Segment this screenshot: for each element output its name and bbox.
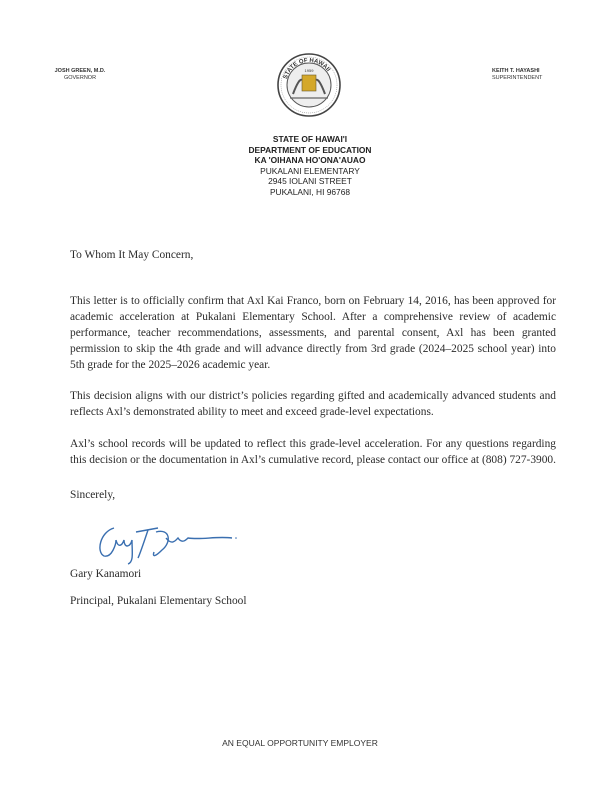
paragraph-policy: This decision aligns with our district’s policies regarding gifted and academically advanced students and reflects Axl’s demonstrated ability to meet and exceed grade-level expectations.	[70, 390, 556, 418]
agency-address-block	[180, 134, 440, 197]
svg-text:STATE OF HAWAII: STATE OF HAWAII	[282, 57, 331, 80]
governor-block	[50, 68, 110, 82]
closing: Sincerely,	[70, 489, 116, 501]
agency-line-hawaiian: KA 'OIHANA HO'ONA'AUAO	[254, 155, 366, 165]
agency-line-state: STATE OF HAWAI'I	[272, 134, 348, 144]
governor-title: GOVERNOR	[63, 75, 97, 81]
salutation: To Whom It May Concern,	[70, 249, 194, 261]
svg-text:1959: 1959	[304, 68, 314, 73]
state-seal-icon	[276, 52, 342, 118]
superintendent-block	[492, 68, 562, 82]
paragraph-contact: Axl’s school records will be updated to reflect this grade-level acceleration. For any questions regarding this decision or the documentation in Axl’s cumulative record, please contact our office at (808) 727-3900.	[70, 438, 556, 466]
signer-title: Principal, Pukalani Elementary School	[70, 595, 247, 607]
agency-line-department: DEPARTMENT OF EDUCATION	[248, 144, 372, 155]
signer-name: Gary Kanamori	[70, 568, 142, 580]
handwritten-signature-icon	[92, 518, 252, 566]
governor-name: JOSH GREEN, M.D.	[54, 68, 106, 74]
agency-line-street: 2945 IOLANI STREET	[268, 176, 352, 186]
equal-opportunity-footer: AN EQUAL OPPORTUNITY EMPLOYER	[222, 738, 378, 748]
agency-line-city: PUKALANI, HI 96768	[269, 186, 351, 197]
agency-line-school: PUKALANI ELEMENTARY	[260, 165, 360, 176]
superintendent-title: SUPERINTENDENT	[492, 75, 543, 81]
paragraph-confirmation: This letter is to officially confirm that Axl Kai Franco, born on February 14, 2016, has been approved for academic acceleration at Pukalani Elementary School. After a comprehensive review of academic performance, teacher recommendations, assessments, and parental consent, Axl has been granted permission to skip the 4th grade and will advance directly from 3rd grade (2024–2025 school year) into 5th grade for the 2025–2026 academic year.	[70, 295, 556, 371]
superintendent-name: KEITH T. HAYASHI	[492, 68, 540, 74]
